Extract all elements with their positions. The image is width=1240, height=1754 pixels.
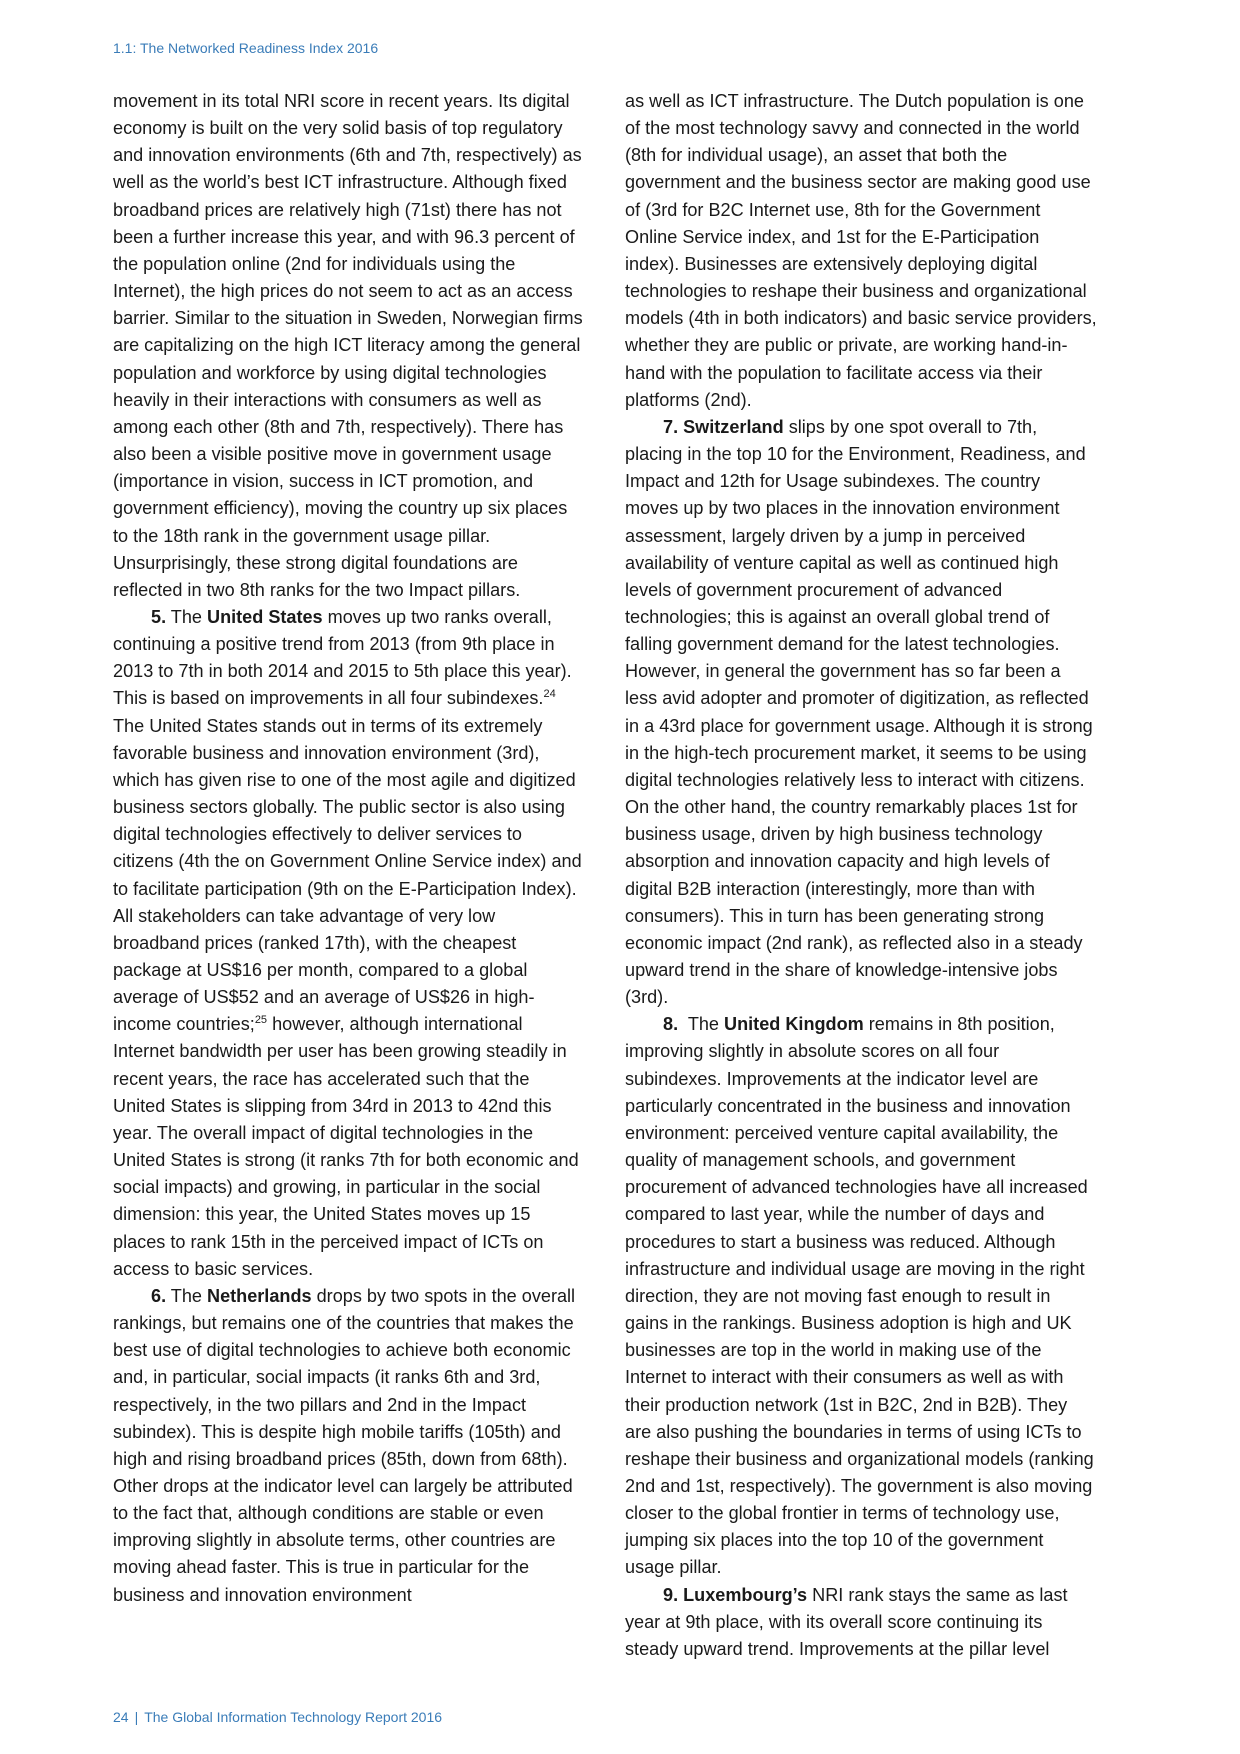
right-column xyxy=(625,88,1097,1663)
paragraph-luxembourg: 9. Luxembourg’s NRI rank stays the same as last year at 9th place, with its overall score continuing its steady upward trend. Improvements at the pillar level xyxy=(625,1584,1068,1659)
footnote-ref: 25 xyxy=(254,1014,268,1027)
paragraph-netherlands: 6. The Netherlands drops by two spots in the overall rankings, but remains one of the countries that makes the best use of digital technologies to achieve both economic and, in particular, social impacts (it ranks 6th and 3rd, respectively, in the two pillars and 2nd in the Impact subindex). This is despite high mobile tariffs (105th) and high and rising broadband prices (85th, down from 68th). Other drops at the indicator level can largely be attributed to the fact that, although conditions are stable or even improving slightly in absolute terms, other countries are moving ahead faster. This is true in particular for the business and innovation environment xyxy=(113,1285,576,1605)
country-name: United States xyxy=(207,606,323,627)
page-footer xyxy=(113,1709,442,1725)
page-number: 24 xyxy=(113,1709,129,1725)
rank-country: 7. Switzerland xyxy=(663,416,784,437)
country-name: Netherlands xyxy=(207,1285,312,1306)
paragraph-switzerland: 7. Switzerland slips by one spot overall to 7th, placing in the top 10 for the Environment, Readiness, and Impact and 12th for Usage subindexes. The country moves up by two places in the innovation environment assessment, largely driven by a jump in perceived availability of venture capital as well as continued high levels of government procurement of advanced technologies; this is against an overall global trend of falling government demand for the latest technologies. However, in general the government has so far been a less avid adopter and promoter of digitization, as reflected in a 43rd place for government usage. Although it is strong in the high-tech procurement market, it seems to be using digital technologies relatively less to interact with citizens. On the other hand, the country remarkably places 1st for business usage, driven by high business technology absorption and innovation capacity and high levels of digital B2B interaction (interestingly, more than with consumers). This in turn has been generating strong economic impact (2nd rank), as reflected also in a steady upward trend in the share of knowledge-intensive jobs (3rd). xyxy=(625,416,1093,1008)
footer-separator: | xyxy=(134,1709,139,1725)
country-name: United Kingdom xyxy=(724,1014,864,1035)
left-column xyxy=(113,88,585,1609)
paragraph-netherlands-continued: as well as ICT infrastructure. The Dutch population is one of the most technology savvy and connected in the world (8th for individual usage), an asset that both the government and the business sector are making good use of (3rd for B2C Internet use, 8th for the Government Online Service index, and 1st for the E-Participation index). Businesses are extensively deploying digital technologies to reshape their business and organizational models (4th in both indicators) and basic service providers, whether they are public or private, are working hand-in-hand with the population to facilitate access via their platforms (2nd). xyxy=(625,91,1097,410)
paragraph-united-states: 5. The United States moves up two ranks overall, continuing a positive trend from 2013 (from 9th place in 2013 to 7th in both 2014 and 2015 to 5th place this year). This is based on improvements in all four subindexes.$^{24}$ The United States stands out in terms of its extremely favorable business and innovation environment (3rd), which has given rise to one of the most agile and digitized business sectors globally. The public sector is also using digital technologies effectively to deliver services to citizens (4th the on Government Online Service index) and to facilitate participation (9th on the E-Participation Index). All stakeholders can take advantage of very low broadband prices (ranked 17th), with the cheapest package at US$16 per month, compared to a global average of US$52 and an average of US$26 in high-income countries;$^{25}$ however, although international Internet bandwidth per user has been growing steadily in recent years, the race has accelerated such that the United States is slipping from 34rd in 2013 to 42nd this year. The overall impact of digital technologies in the United States is strong (it ranks 7th for both economic and social impacts) and growing, in particular in the social dimension: this year, the United States moves up 15 places to rank 15th in the perceived impact of ICTs on access to basic services. xyxy=(113,606,582,1279)
rank-number: 6. xyxy=(151,1285,167,1306)
running-header: 1.1: The Networked Readiness Index 2016 xyxy=(113,40,379,56)
rank-number: 8. xyxy=(663,1014,679,1035)
paragraph-united-kingdom: 8. The United Kingdom remains in 8th position, improving slightly in absolute scores on all four subindexes. Improvements at the indicator level are particularly concentrated in the business and innovation environment: perceived venture capital availability, the quality of management schools, and government procurement of advanced technologies have all increased compared to last year, while the number of days and procedures to start a business was reduced. Although infrastructure and individual usage are moving in the right direction, they are not moving fast enough to result in gains in the rankings. Business adoption is high and UK businesses are top in the world in making use of the Internet to interact with their consumers as well as with their production network (1st in B2C, 2nd in B2B). They are also pushing the boundaries in terms of using ICTs to reshape their business and organizational models (ranking 2nd and 1st, respectively). The government is also moving closer to the global frontier in terms of technology use, jumping six places into the top 10 of the government usage pillar. xyxy=(625,1014,1094,1578)
footnote-ref: 24 xyxy=(543,688,556,701)
rank-number: 5. xyxy=(151,606,167,627)
paragraph-norway-continued: movement in its total NRI score in recent years. Its digital economy is built on the very solid basis of top regulatory and innovation environments (6th and 7th, respectively) as well as the world’s best ICT infrastructure. Although fixed broadband prices are relatively high (71st) there has not been a further increase this year, and with 96.3 percent of the population online (2nd for individuals using the Internet), the high prices do not seem to act as an access barrier. Similar to the situation in Sweden, Norwegian firms are capitalizing on the high ICT literacy among the general population and workforce by using digital technologies heavily in their interactions with consumers as well as among each other (8th and 7th, respectively). There has also been a visible positive move in government usage (importance in vision, success in ICT promotion, and government efficiency), moving the country up six places to the 18th rank in the government usage pillar. Unsurprisingly, these strong digital foundations are reflected in two 8th ranks for the two Impact pillars. xyxy=(113,91,583,600)
publication-title: The Global Information Technology Report 2016 xyxy=(144,1709,443,1725)
rank-country: 9. Luxembourg’s xyxy=(663,1584,808,1605)
